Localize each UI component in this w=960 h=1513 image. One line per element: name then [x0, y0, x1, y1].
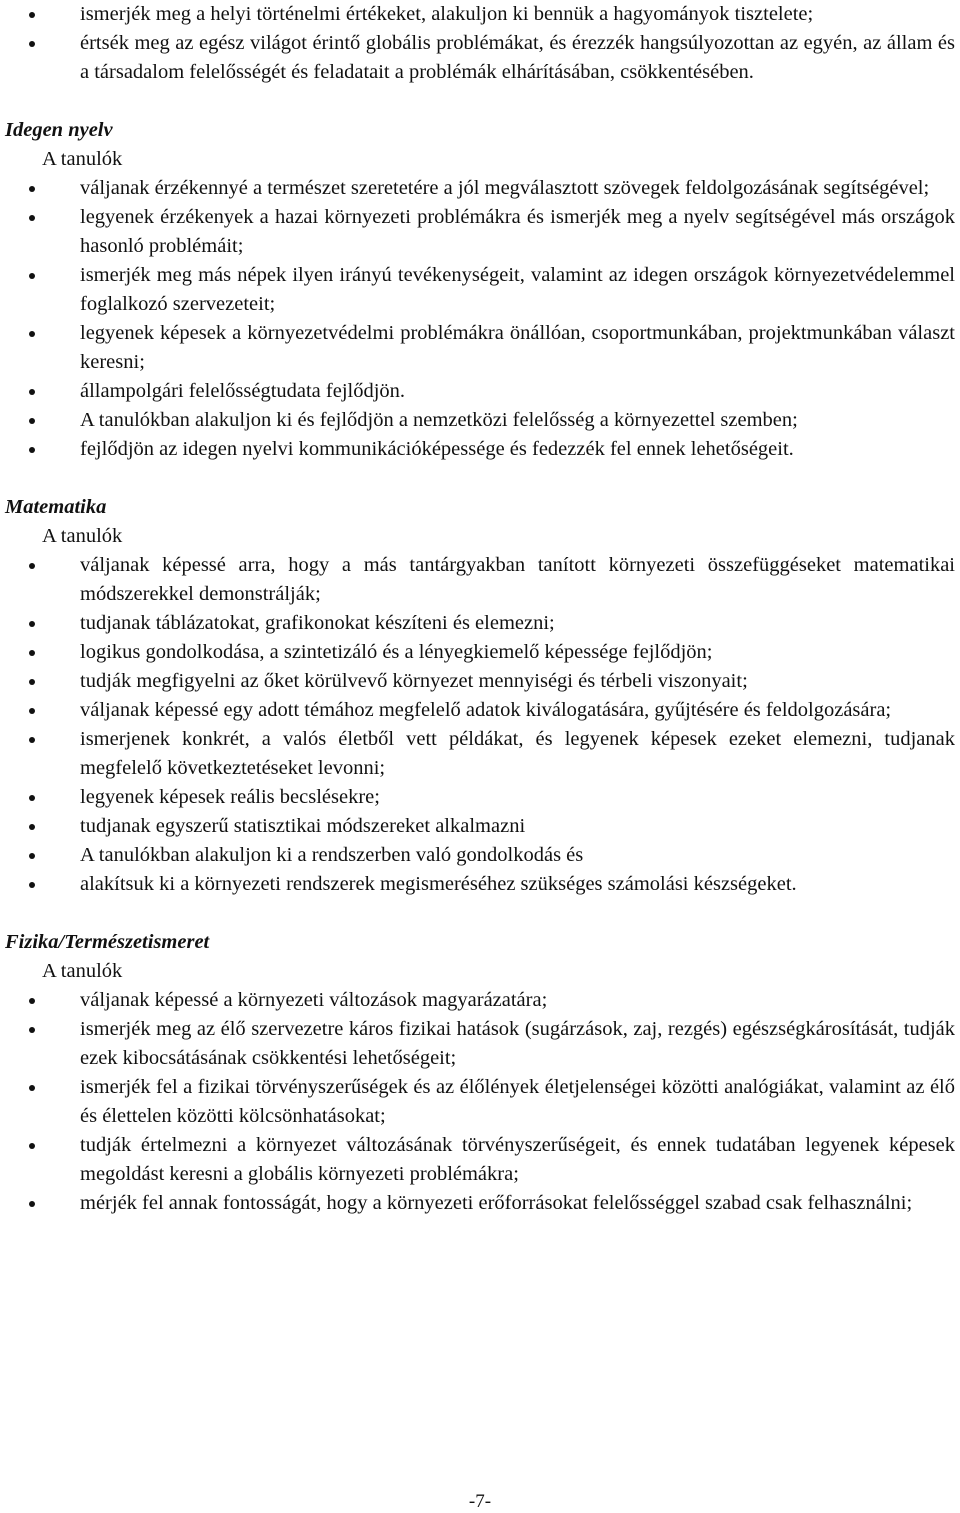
page-number: -7- — [468, 1491, 492, 1512]
list-item: váljanak érzékennyé a természet szeretetére a jól megválasztott szövegek feldolgozásának segítségével; — [5, 174, 955, 203]
list-item: ismerjenek konkrét, a valós életből vett példákat, és legyenek képesek ezeket elemezni, tudjanak megfelelő következtetéseket levonni; — [5, 725, 955, 783]
page-content — [5, 0, 955, 1218]
list-item: fejlődjön az idegen nyelvi kommunikációképessége és fedezzék fel ennek lehetőségeit. — [5, 435, 955, 464]
list-item: tudjanak egyszerű statisztikai módszereket alkalmazni — [5, 812, 955, 841]
section-fizika-termeszetismeret — [5, 928, 955, 1218]
list-item: értsék meg az egész világot érintő globális problémákat, és érezzék hangsúlyozottan az egyén, az állam és a társadalom felelősségét és feladatait a problémák elhárításában, csökkentésében. — [5, 29, 955, 87]
list-item: váljanak képessé egy adott témához megfelelő adatok kiválogatására, gyűjtésére és feldolgozására; — [5, 696, 955, 725]
list-item: ismerjék meg a helyi történelmi értékeket, alakuljon ki bennük a hagyományok tisztelete; — [5, 0, 955, 29]
section-intro: A tanulók — [42, 525, 123, 547]
list-item: ismerjék meg az élő szervezetre káros fizikai hatások (sugárzások, zaj, rezgés) egészségkárosítását, tudják ezek kibocsátásának csökkentési lehetőségeit; — [5, 1015, 955, 1073]
list-item: logikus gondolkodása, a szintetizáló és a lényegkiemelő képessége fejlődjön; — [5, 638, 955, 667]
list-item: legyenek képesek a környezetvédelmi problémákra önállóan, csoportmunkában, projektmunkában választ keresni; — [5, 319, 955, 377]
list-item: alakítsuk ki a környezeti rendszerek megismeréséhez szükséges számolási készségeket. — [5, 870, 955, 899]
list-item: ismerjék fel a fizikai törvényszerűségek és az élőlények életjelenségei közötti analógiákat, valamint az élő és élettelen közötti kölcsönhatásokat; — [5, 1073, 955, 1131]
list-item: A tanulókban alakuljon ki és fejlődjön a nemzetközi felelősség a környezettel szemben; — [5, 406, 955, 435]
list-item: A tanulókban alakuljon ki a rendszerben való gondolkodás és — [5, 841, 955, 870]
section-idegen-nyelv — [5, 116, 955, 464]
list-item: ismerjék meg más népek ilyen irányú tevékenységeit, valamint az idegen országok környezetvédelemmel foglalkozó szervezeteit; — [5, 261, 955, 319]
section-bullet-list — [5, 174, 955, 464]
section-intro: A tanulók — [42, 148, 123, 170]
section-intro: A tanulók — [42, 960, 123, 982]
section-matematika — [5, 493, 955, 899]
list-item: állampolgári felelősségtudata fejlődjön. — [5, 377, 955, 406]
section-bullet-list — [5, 551, 955, 899]
list-item: legyenek képesek reális becslésekre; — [5, 783, 955, 812]
list-item: váljanak képessé arra, hogy a más tantárgyakban tanított környezeti összefüggéseket matematikai módszerekkel demonstrálják; — [5, 551, 955, 609]
list-item: legyenek érzékenyek a hazai környezeti problémákra és ismerjék meg a nyelv segítségével más országok hasonló problémáit; — [5, 203, 955, 261]
list-item: váljanak képessé a környezeti változások magyarázatára; — [5, 986, 955, 1015]
section-title: Fizika/Természetismeret — [5, 931, 210, 953]
section-title: Matematika — [5, 496, 107, 518]
list-item: tudjanak táblázatokat, grafikonokat készíteni és elemezni; — [5, 609, 955, 638]
list-item: mérjék fel annak fontosságát, hogy a környezeti erőforrásokat felelősséggel szabad csak felhasználni; — [5, 1189, 955, 1218]
intro-bullet-list — [5, 0, 955, 87]
list-item: tudják megfigyelni az őket körülvevő környezet mennyiségi és térbeli viszonyait; — [5, 667, 955, 696]
section-title: Idegen nyelv — [5, 119, 113, 141]
list-item: tudják értelmezni a környezet változásának törvényszerűségeit, és ennek tudatában legyenek képesek megoldást keresni a globális környezeti problémákra; — [5, 1131, 955, 1189]
section-bullet-list — [5, 986, 955, 1218]
